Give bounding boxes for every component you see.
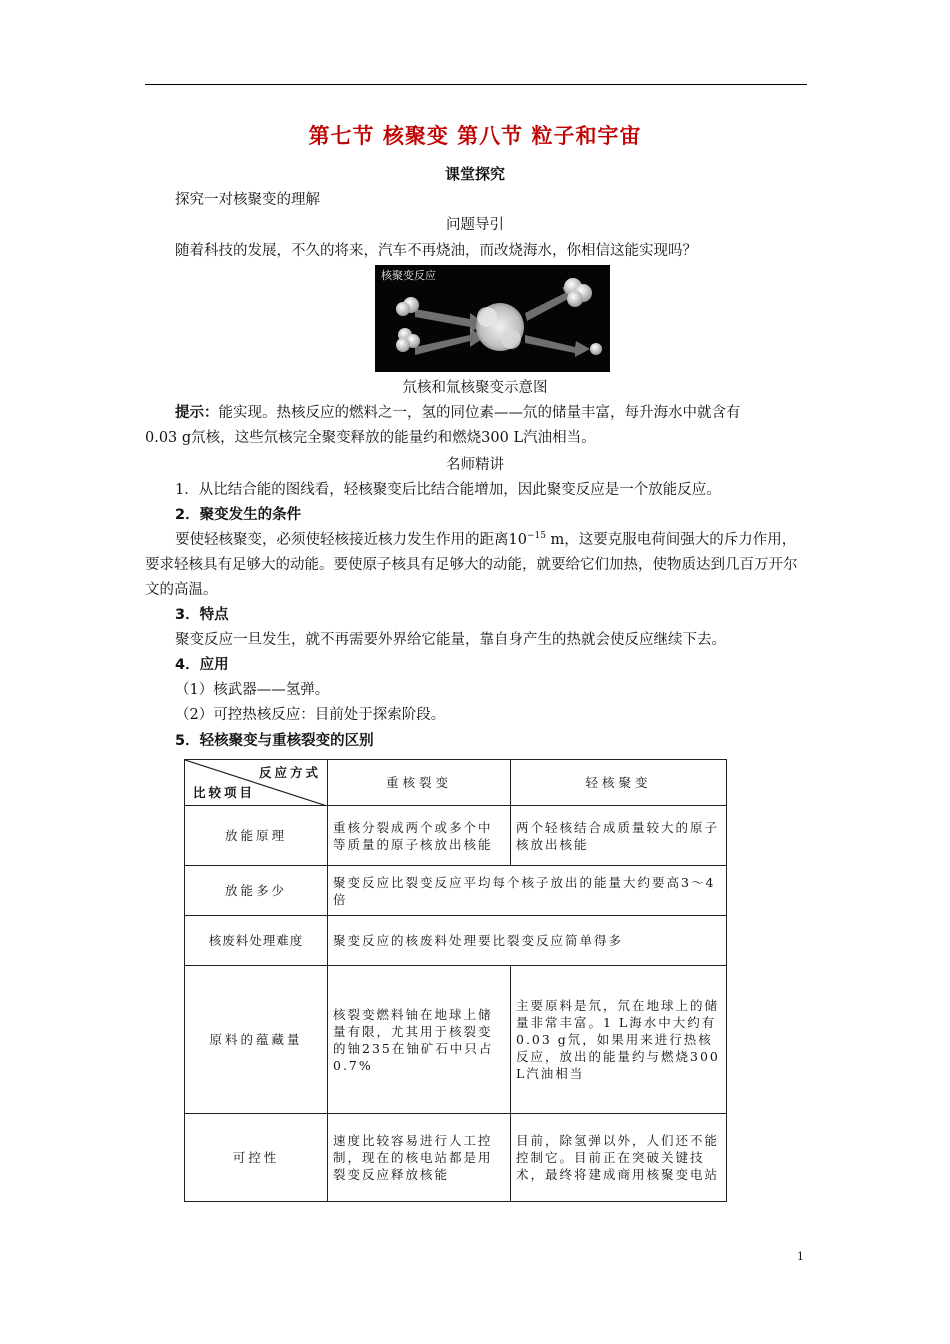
fusion-cell: 主要原料是氘，氘在地球上的储量非常丰富。1 L海水中大约有0.03 g氘，如果用来进行热核反应，放出的能量约与燃烧300 L汽油相当 <box>511 966 727 1114</box>
header-rule <box>145 84 807 85</box>
point4-item1: （1）核武器——氢弹。 <box>175 682 330 698</box>
header-compare-item: 比较项目 <box>193 785 256 800</box>
col-fusion-header: 轻核聚变 <box>511 760 727 806</box>
point2-paragraph: 要使轻核聚变，必须使轻核接近核力发生作用的距离$10^{-15}$ m，这要克服电荷间强大的斥力作用，要求轻核具有足够大的动能。要使原子核具有足够大的动能，就要给它们加热，使物质达到几百万开尔文的高温。 <box>145 531 798 598</box>
hint-line2: 0.03 g氘核，这些氘核完全聚变释放的能量约和燃烧300 L汽油相当。 <box>145 430 596 446</box>
row-label: 放能原理 <box>185 806 328 866</box>
fission-cell: 重核分裂成两个或多个中等质量的原子核放出核能 <box>328 806 511 866</box>
fission-cell: 核裂变燃料铀在地球上储量有限，尤其用于核裂变的铀235在铀矿石中只占0.7% <box>328 966 511 1114</box>
section-heading: 课堂探究 <box>444 165 505 183</box>
hint-line1: 能实现。热核反应的燃料之一，氢的同位素——氘的储量丰富，每升海水中就含有 <box>218 405 741 421</box>
fusion-cell: 目前，除氢弹以外，人们还不能控制它。目前正在突破关键技术，最终将建成商用核聚变电站 <box>511 1114 727 1202</box>
table-corner-header <box>185 760 328 806</box>
header-reaction-type: 反应方式 <box>258 765 321 780</box>
fusion-cell: 两个轻核结合成质量较大的原子核放出核能 <box>511 806 727 866</box>
point4-heading: 4．应用 <box>175 657 229 673</box>
table-row <box>185 806 727 866</box>
comparison-table <box>184 759 727 1202</box>
point3-text: 聚变反应一旦发生，就不再需要外界给它能量，靠自身产生的热就会使反应继续下去。 <box>175 632 726 648</box>
figure-caption: 氘核和氚核聚变示意图 <box>402 380 548 396</box>
col-fission-header: 重核裂变 <box>328 760 511 806</box>
question-text: 随着科技的发展，不久的将来，汽车不再烧油，而改烧海水，你相信这能实现吗？ <box>175 243 697 259</box>
row-label: 放能多少 <box>185 866 328 916</box>
teacher-explain-heading: 名师精讲 <box>446 457 504 473</box>
table-row <box>185 966 727 1114</box>
point5-heading: 5．轻核聚变与重核裂变的区别 <box>175 733 374 749</box>
point4-item2: （2）可控热核反应：目前处于探索阶段。 <box>175 707 446 723</box>
row-label: 核废料处理难度 <box>185 916 328 966</box>
point1-text: 1．从比结合能的图线看，轻核聚变后比结合能增加，因此聚变反应是一个放能反应。 <box>175 482 721 498</box>
row-label: 可控性 <box>185 1114 328 1202</box>
page-number: 1 <box>797 1248 804 1263</box>
point3-heading: 3．特点 <box>175 607 229 623</box>
explore-heading: 探究一对核聚变的理解 <box>175 192 320 208</box>
point2-heading: 2．聚变发生的条件 <box>175 507 302 523</box>
merged-cell: 聚变反应比裂变反应平均每个核子放出的能量大约要高3～4倍 <box>328 866 727 916</box>
table-row <box>185 916 727 966</box>
table-row <box>185 1114 727 1202</box>
figure-label: 核聚变反应 <box>381 269 436 282</box>
row-label: 原料的蕴藏量 <box>185 966 328 1114</box>
table-row <box>185 866 727 916</box>
fission-cell: 速度比较容易进行人工控制，现在的核电站都是用裂变反应释放核能 <box>328 1114 511 1202</box>
fusion-diagram <box>375 265 610 372</box>
question-guide-heading: 问题导引 <box>446 217 504 233</box>
merged-cell: 聚变反应的核废料处理要比裂变反应简单得多 <box>328 916 727 966</box>
hint-label: 提示： <box>175 405 219 421</box>
hint-paragraph <box>175 401 807 426</box>
exponent: −15 <box>526 531 546 542</box>
page-title: 第七节 核聚变 第八节 粒子和宇宙 <box>308 124 642 148</box>
